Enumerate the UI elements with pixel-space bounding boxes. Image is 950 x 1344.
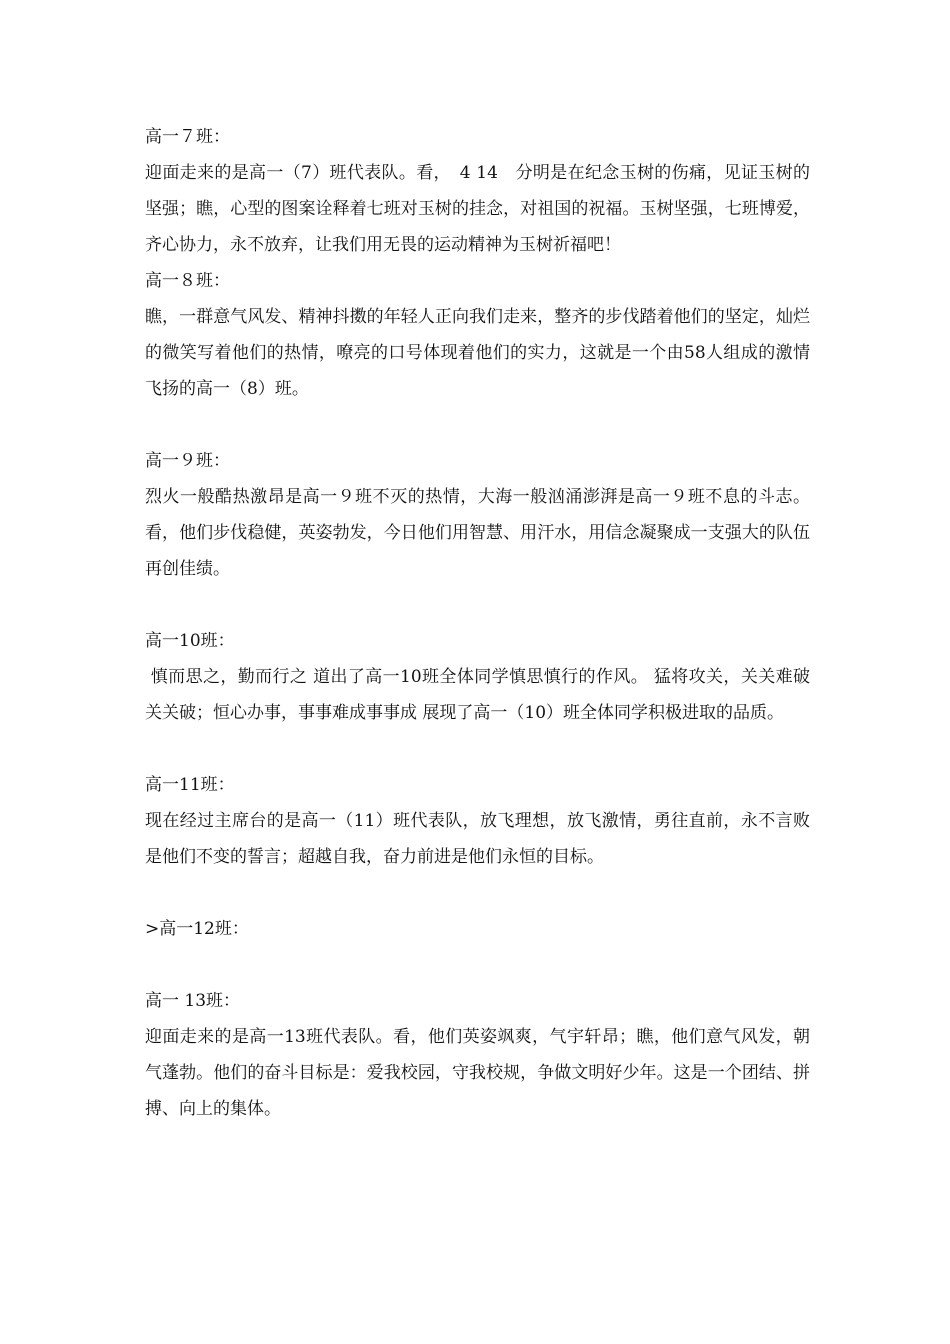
section-paragraph: 瞧，一群意气风发、精神抖擞的年轻人正向我们走来，整齐的步伐踏着他们的坚定，灿烂的微笑写着他们的热情，嘹亮的口号体现着他们的实力，这就是一个由58人组成的激情飞扬的高一（8）班。 [145, 307, 810, 399]
section-heading: 高一11班： [145, 775, 235, 795]
section-heading: 高一10班： [145, 631, 235, 651]
document-body [145, 119, 810, 1127]
section-heading: 高一８班： [145, 271, 230, 291]
section-heading: 高一 13班： [145, 991, 241, 1011]
section-class-13 [145, 983, 810, 1127]
section-paragraph: 慎而思之，勤而行之 道出了高一10班全体同学慎思慎行的作风。 猛将攻关，关关难破关关破；恒心办事，事事难成事事成 展现了高一（10）班全体同学积极进取的品质。 [145, 667, 810, 723]
section-paragraph: 迎面走来的是高一13班代表队。看，他们英姿飒爽，气宇轩昂；瞧，他们意气风发，朝气蓬勃。他们的奋斗目标是：爱我校园，守我校规，争做文明好少年。这是一个团结、拼搏、向上的集体。 [145, 1027, 810, 1119]
section-heading: 高一７班： [145, 127, 230, 147]
section-class-12 [145, 911, 810, 947]
section-heading: >高一12班： [145, 919, 249, 939]
section-class-9 [145, 443, 810, 587]
paragraph-gap [145, 587, 810, 623]
section-heading: 高一９班： [145, 451, 230, 471]
paragraph-gap [145, 947, 810, 983]
section-paragraph: 现在经过主席台的是高一（11）班代表队，放飞理想，放飞激情，勇往直前，永不言败是他们不变的誓言；超越自我，奋力前进是他们永恒的目标。 [145, 811, 810, 867]
section-class-11 [145, 767, 810, 875]
paragraph-gap [145, 731, 810, 767]
section-paragraph: 迎面走来的是高一（7）班代表队。看， 4 14 分明是在纪念玉树的伤痛，见证玉树的坚强；瞧，心型的图案诠释着七班对玉树的挂念，对祖国的祝福。玉树坚强，七班博爱，齐心协力，永不放弃，让我们用无畏的运动精神为玉树祈福吧！ [145, 163, 810, 255]
paragraph-gap [145, 407, 810, 443]
section-class-7 [145, 119, 810, 263]
paragraph-gap [145, 875, 810, 911]
section-class-8 [145, 263, 810, 407]
section-paragraph: 烈火一般酷热激昂是高一９班不灭的热情，大海一般汹涌澎湃是高一９班不息的斗志。看，他们步伐稳健，英姿勃发，今日他们用智慧、用汗水，用信念凝聚成一支强大的队伍再创佳绩。 [145, 487, 810, 579]
section-class-10 [145, 623, 810, 731]
